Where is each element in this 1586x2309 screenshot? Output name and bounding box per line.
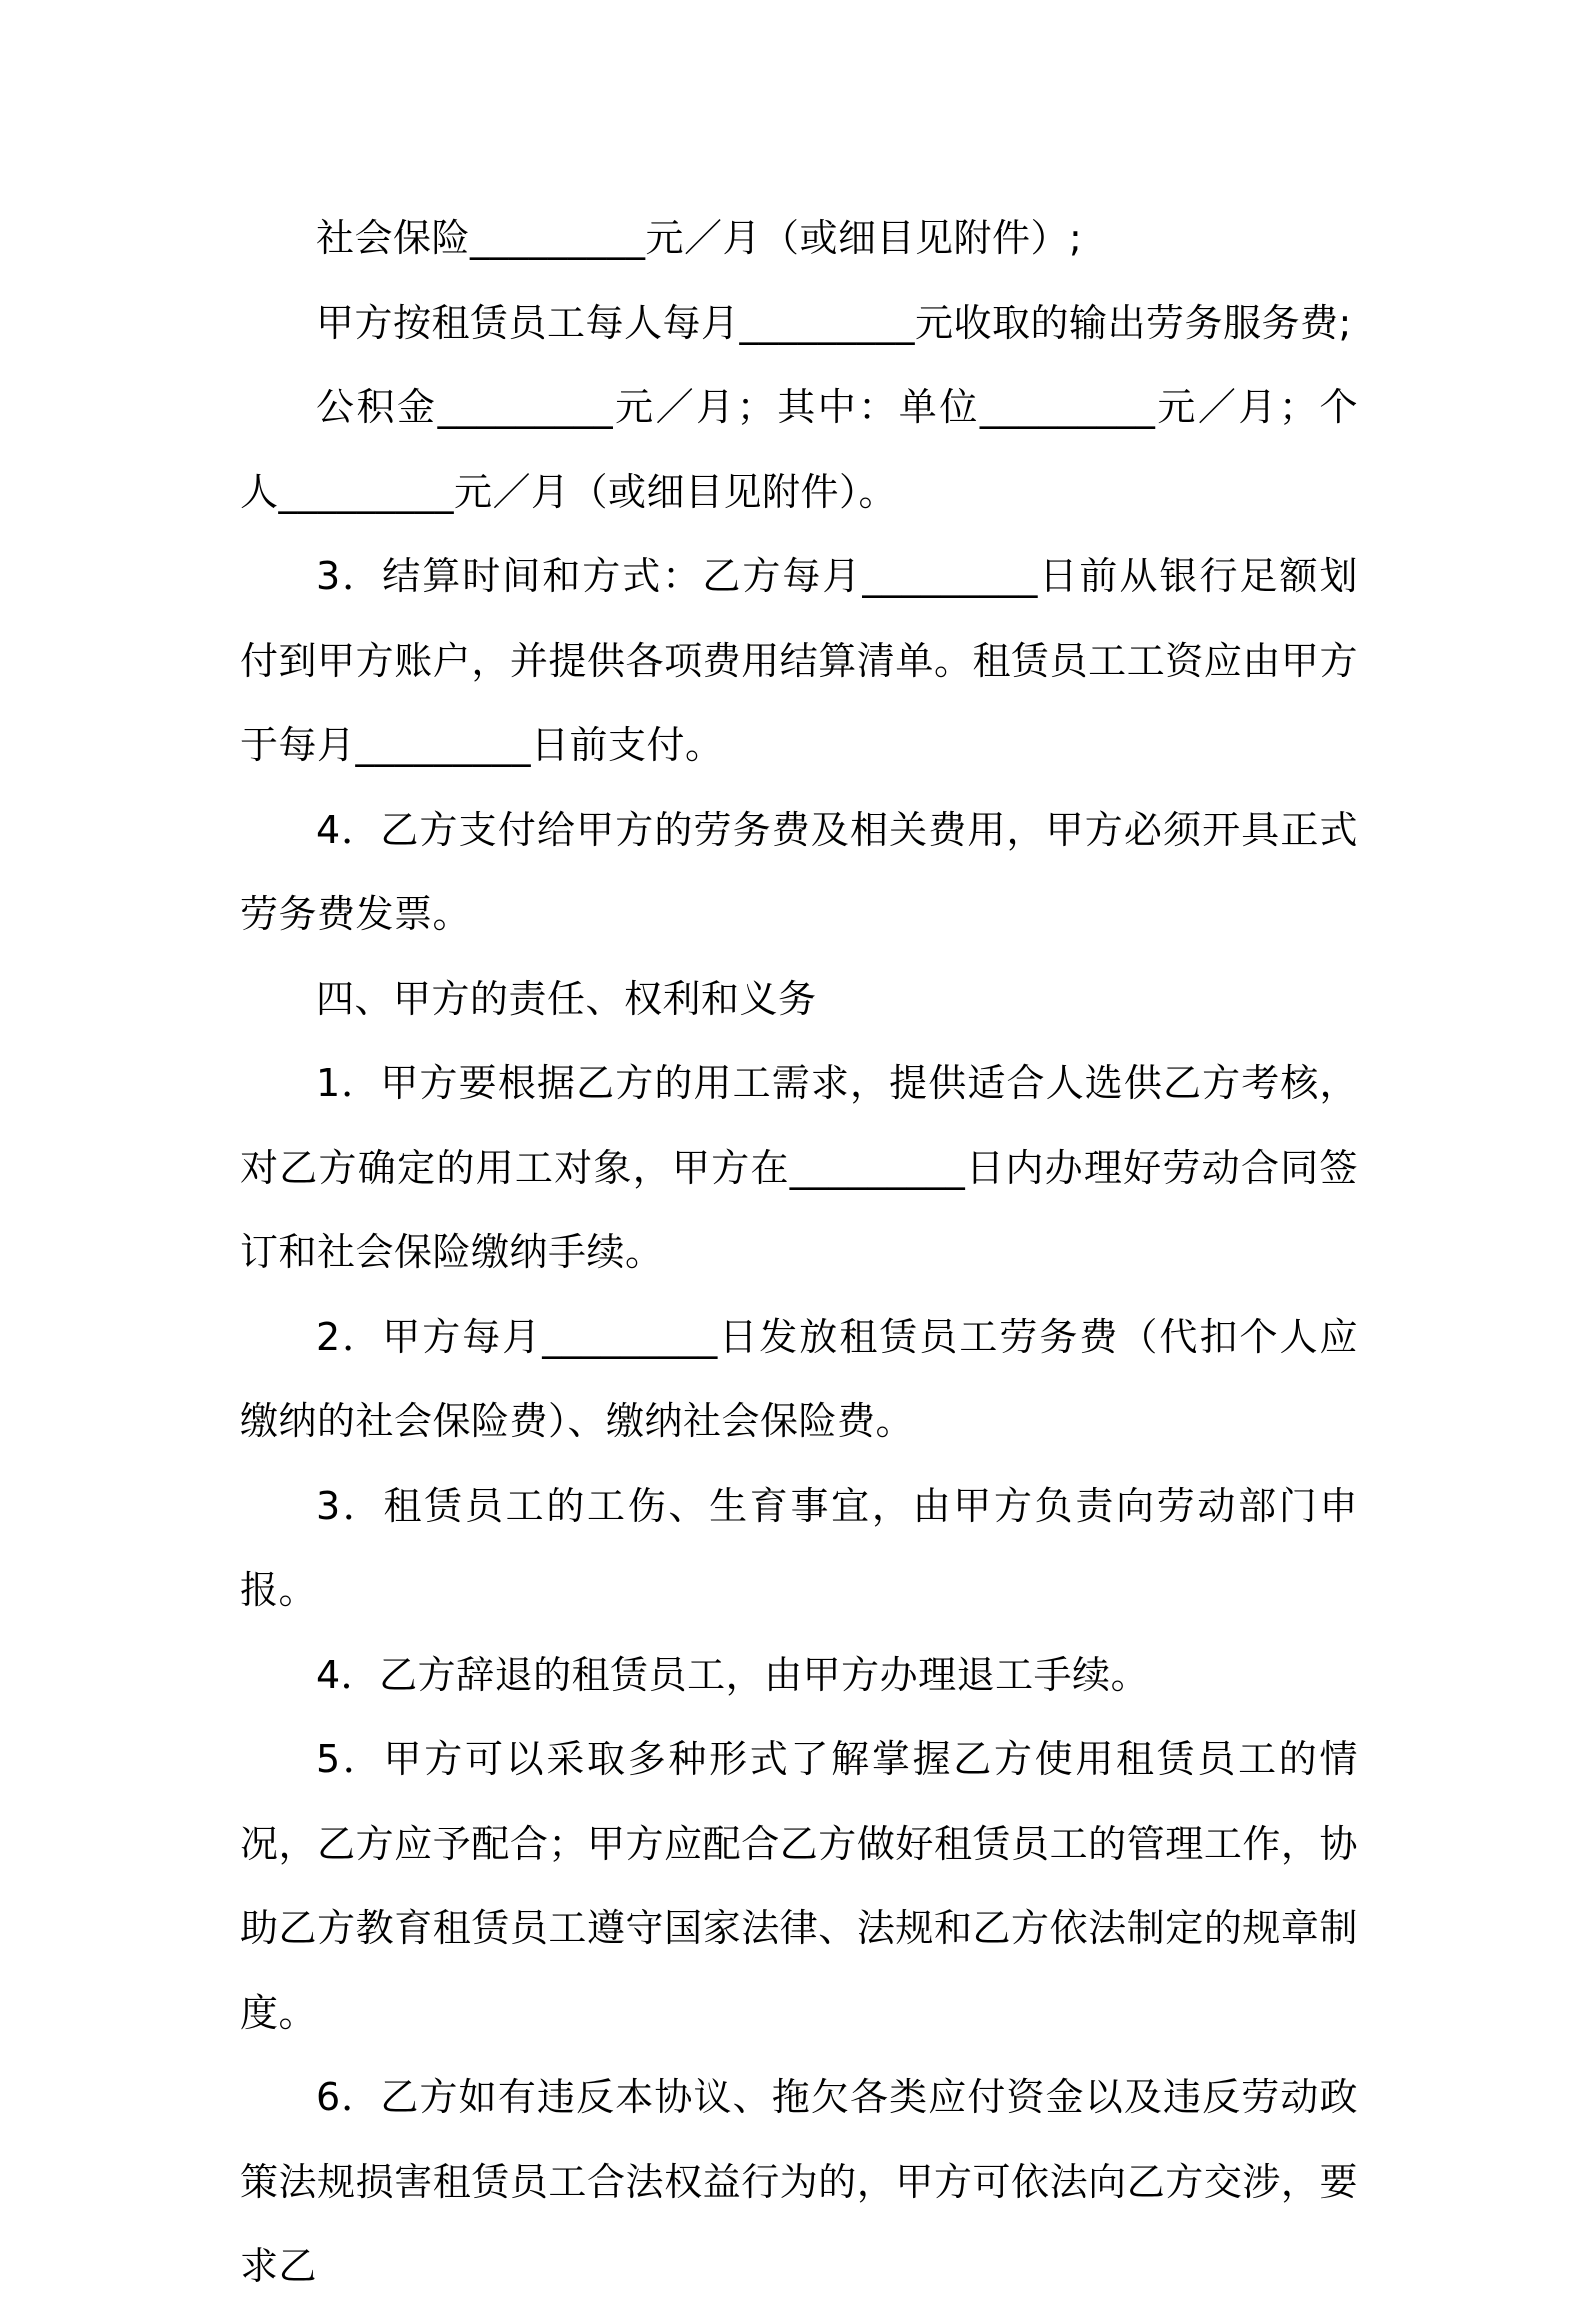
paragraph-duty-4: 4．乙方辞退的租赁员工，由甲方办理退工手续。 <box>316 1652 1150 1697</box>
document-body <box>240 196 1358 2309</box>
paragraph-duty-5: 5．甲方可以采取多种形式了解掌握乙方使用租赁员工的情况，乙方应予配合；甲方应配合乙方做好租赁员工的管理工作，协助乙方教育租赁员工遵守国家法律、法规和乙方依法制定的规章制度。 <box>240 1737 1358 2035</box>
paragraph-duty-1: 1．甲方要根据乙方的用工需求，提供适合人选供乙方考核，对乙方确定的用工对象，甲方在_________日内办理好劳动合同签订和社会保险缴纳手续。 <box>240 1061 1358 1274</box>
paragraph-duty-2: 2．甲方每月_________日发放租赁员工劳务费（代扣个人应缴纳的社会保险费）、缴纳社会保险费。 <box>240 1314 1358 1443</box>
section-heading: 四、甲方的责任、权利和义务 <box>316 976 817 1021</box>
paragraph-service-fee: 甲方按租赁员工每人每月_________元收取的输出劳务服务费; <box>316 300 1352 345</box>
paragraph-invoice: 4．乙方支付给甲方的劳务费及相关费用，甲方必须开具正式劳务费发票。 <box>240 807 1358 936</box>
paragraph-duty-6: 6．乙方如有违反本协议、拖欠各类应付资金以及违反劳动政策法规损害租赁员工合法权益行为的，甲方可依法向乙方交涉，要求乙 <box>240 2075 1358 2288</box>
paragraph-duty-3: 3．租赁员工的工伤、生育事宜，由甲方负责向劳动部门申报。 <box>240 1483 1358 1612</box>
paragraph-housing-fund: 公积金_________元／月；其中：单位_________元／月；个人_________元／月（或细目见附件）。 <box>240 385 1358 514</box>
paragraph-social-insurance: 社会保险_________元／月（或细目见附件）; <box>316 216 1083 260</box>
paragraph-settlement: 3．结算时间和方式：乙方每月_________日前从银行足额划付到甲方账户，并提供各项费用结算清单。租赁员工工资应由甲方于每月_________日前支付。 <box>240 554 1358 767</box>
